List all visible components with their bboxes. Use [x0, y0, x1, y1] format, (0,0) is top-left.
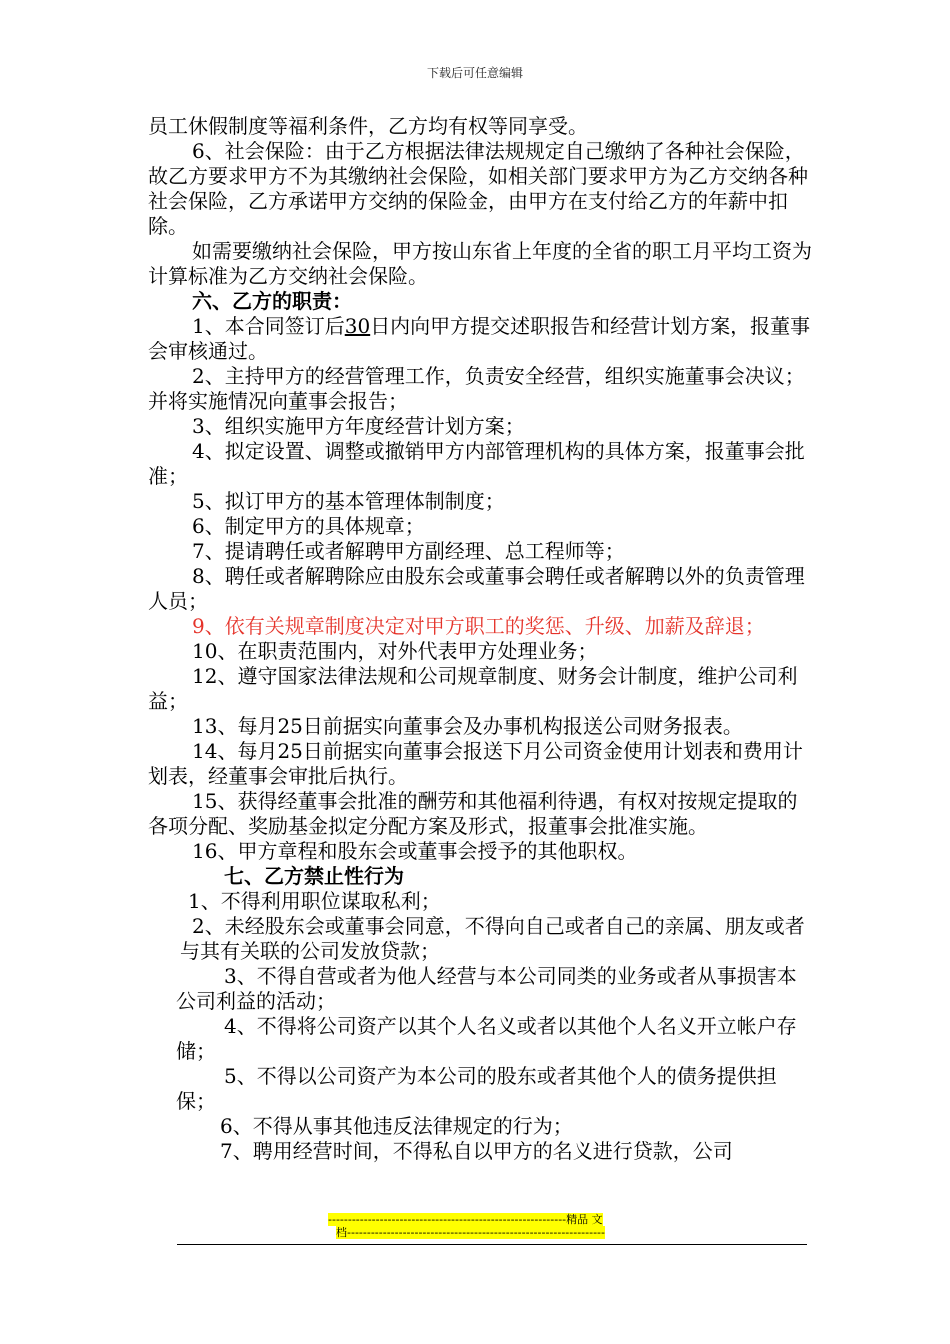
page-footer — [328, 1213, 685, 1239]
duty-text: 1、本合同签订后 — [192, 314, 345, 338]
duty-item-highlighted: 9、依有关规章制度决定对甲方职工的奖惩、升级、加薪及辞退； — [192, 614, 765, 638]
prohibition-item: 1、不得利用职位谋取私利； — [188, 889, 441, 913]
footer-line-1: ------------------------------------------------------------精品 文 — [328, 1213, 603, 1226]
duty-item: 8、聘任或者解聘除应由股东会或董事会聘任或者解聘以外的负责管理人员； — [148, 564, 805, 613]
duty-item: 14、每月25日前据实向董事会报送下月公司资金使用计划表和费用计划表，经董事会审批后执行。 — [148, 739, 803, 788]
duty-item — [148, 314, 813, 364]
duty-item: 3、组织实施甲方年度经营计划方案； — [192, 414, 525, 438]
duty-item: 13、每月25日前据实向董事会及办事机构报送公司财务报表。 — [192, 714, 743, 738]
duty-item: 10、在职责范围内，对外代表甲方处理业务； — [192, 639, 598, 663]
duty-item: 6、制定甲方的具体规章； — [192, 514, 425, 538]
paragraph: 员工休假制度等福利条件，乙方均有权等同享受。 — [148, 114, 588, 138]
duty-item: 12、遵守国家法律法规和公司规章制度、财务会计制度，维护公司利益； — [148, 664, 798, 713]
page-header: 下载后可任意编辑 — [426, 66, 523, 80]
footer-line-2: 档----------------------------------------------------------------- — [336, 1226, 606, 1239]
duty-item: 7、提请聘任或者解聘甲方副经理、总工程师等； — [192, 539, 625, 563]
prohibition-item: 2、未经股东会或董事会同意，不得向自己或者自己的亲属、朋友或者与其有关联的公司发放贷款； — [180, 914, 805, 963]
prohibition-item: 5、不得以公司资产为本公司的股东或者其他个人的债务提供担保； — [176, 1064, 777, 1113]
prohibition-item: 7、聘用经营时间，不得私自以甲方的名义进行贷款，公司 — [220, 1139, 733, 1163]
section-heading-6: 六、乙方的职责： — [192, 289, 352, 313]
section-heading-7: 七、乙方禁止性行为 — [224, 864, 404, 888]
footer-divider — [177, 1244, 807, 1245]
duty-item: 5、拟订甲方的基本管理体制制度； — [192, 489, 505, 513]
prohibition-item: 6、不得从事其他违反法律规定的行为； — [220, 1114, 573, 1138]
paragraph-social-insurance: 6、社会保险：由于乙方根据法律法规规定自己缴纳了各种社会保险，故乙方要求甲方不为其缴纳社会保险，如相关部门要求甲方为乙方交纳各种社会保险，乙方承诺甲方交纳的保险金，由甲方在支付给乙方的年薪中扣除。 — [148, 139, 808, 238]
document-body — [148, 114, 813, 1164]
prohibition-item: 4、不得将公司资产以其个人名义或者以其他个人名义开立帐户存储； — [176, 1014, 797, 1063]
duty-item: 4、拟定设置、调整或撤销甲方内部管理机构的具体方案，报董事会批准； — [148, 439, 805, 488]
underlined-number: 30 — [344, 314, 371, 338]
paragraph: 如需要缴纳社会保险，甲方按山东省上年度的全省的职工月平均工资为计算标准为乙方交纳社会保险。 — [148, 239, 812, 288]
prohibition-item: 3、不得自营或者为他人经营与本公司同类的业务或者从事损害本公司利益的活动； — [176, 964, 797, 1013]
duty-item: 16、甲方章程和股东会或董事会授予的其他职权。 — [192, 839, 638, 863]
duty-item: 2、主持甲方的经营管理工作，负责安全经营，组织实施董事会决议；并将实施情况向董事会报告； — [148, 364, 805, 413]
duty-text: 日内向甲方提交述职报告和经营计划方案，报董事会审核通过。 — [148, 314, 811, 363]
duty-item: 15、获得经董事会批准的酬劳和其他福利待遇，有权对按规定提取的各项分配、奖励基金拟定分配方案及形式，报董事会批准实施。 — [148, 789, 798, 838]
